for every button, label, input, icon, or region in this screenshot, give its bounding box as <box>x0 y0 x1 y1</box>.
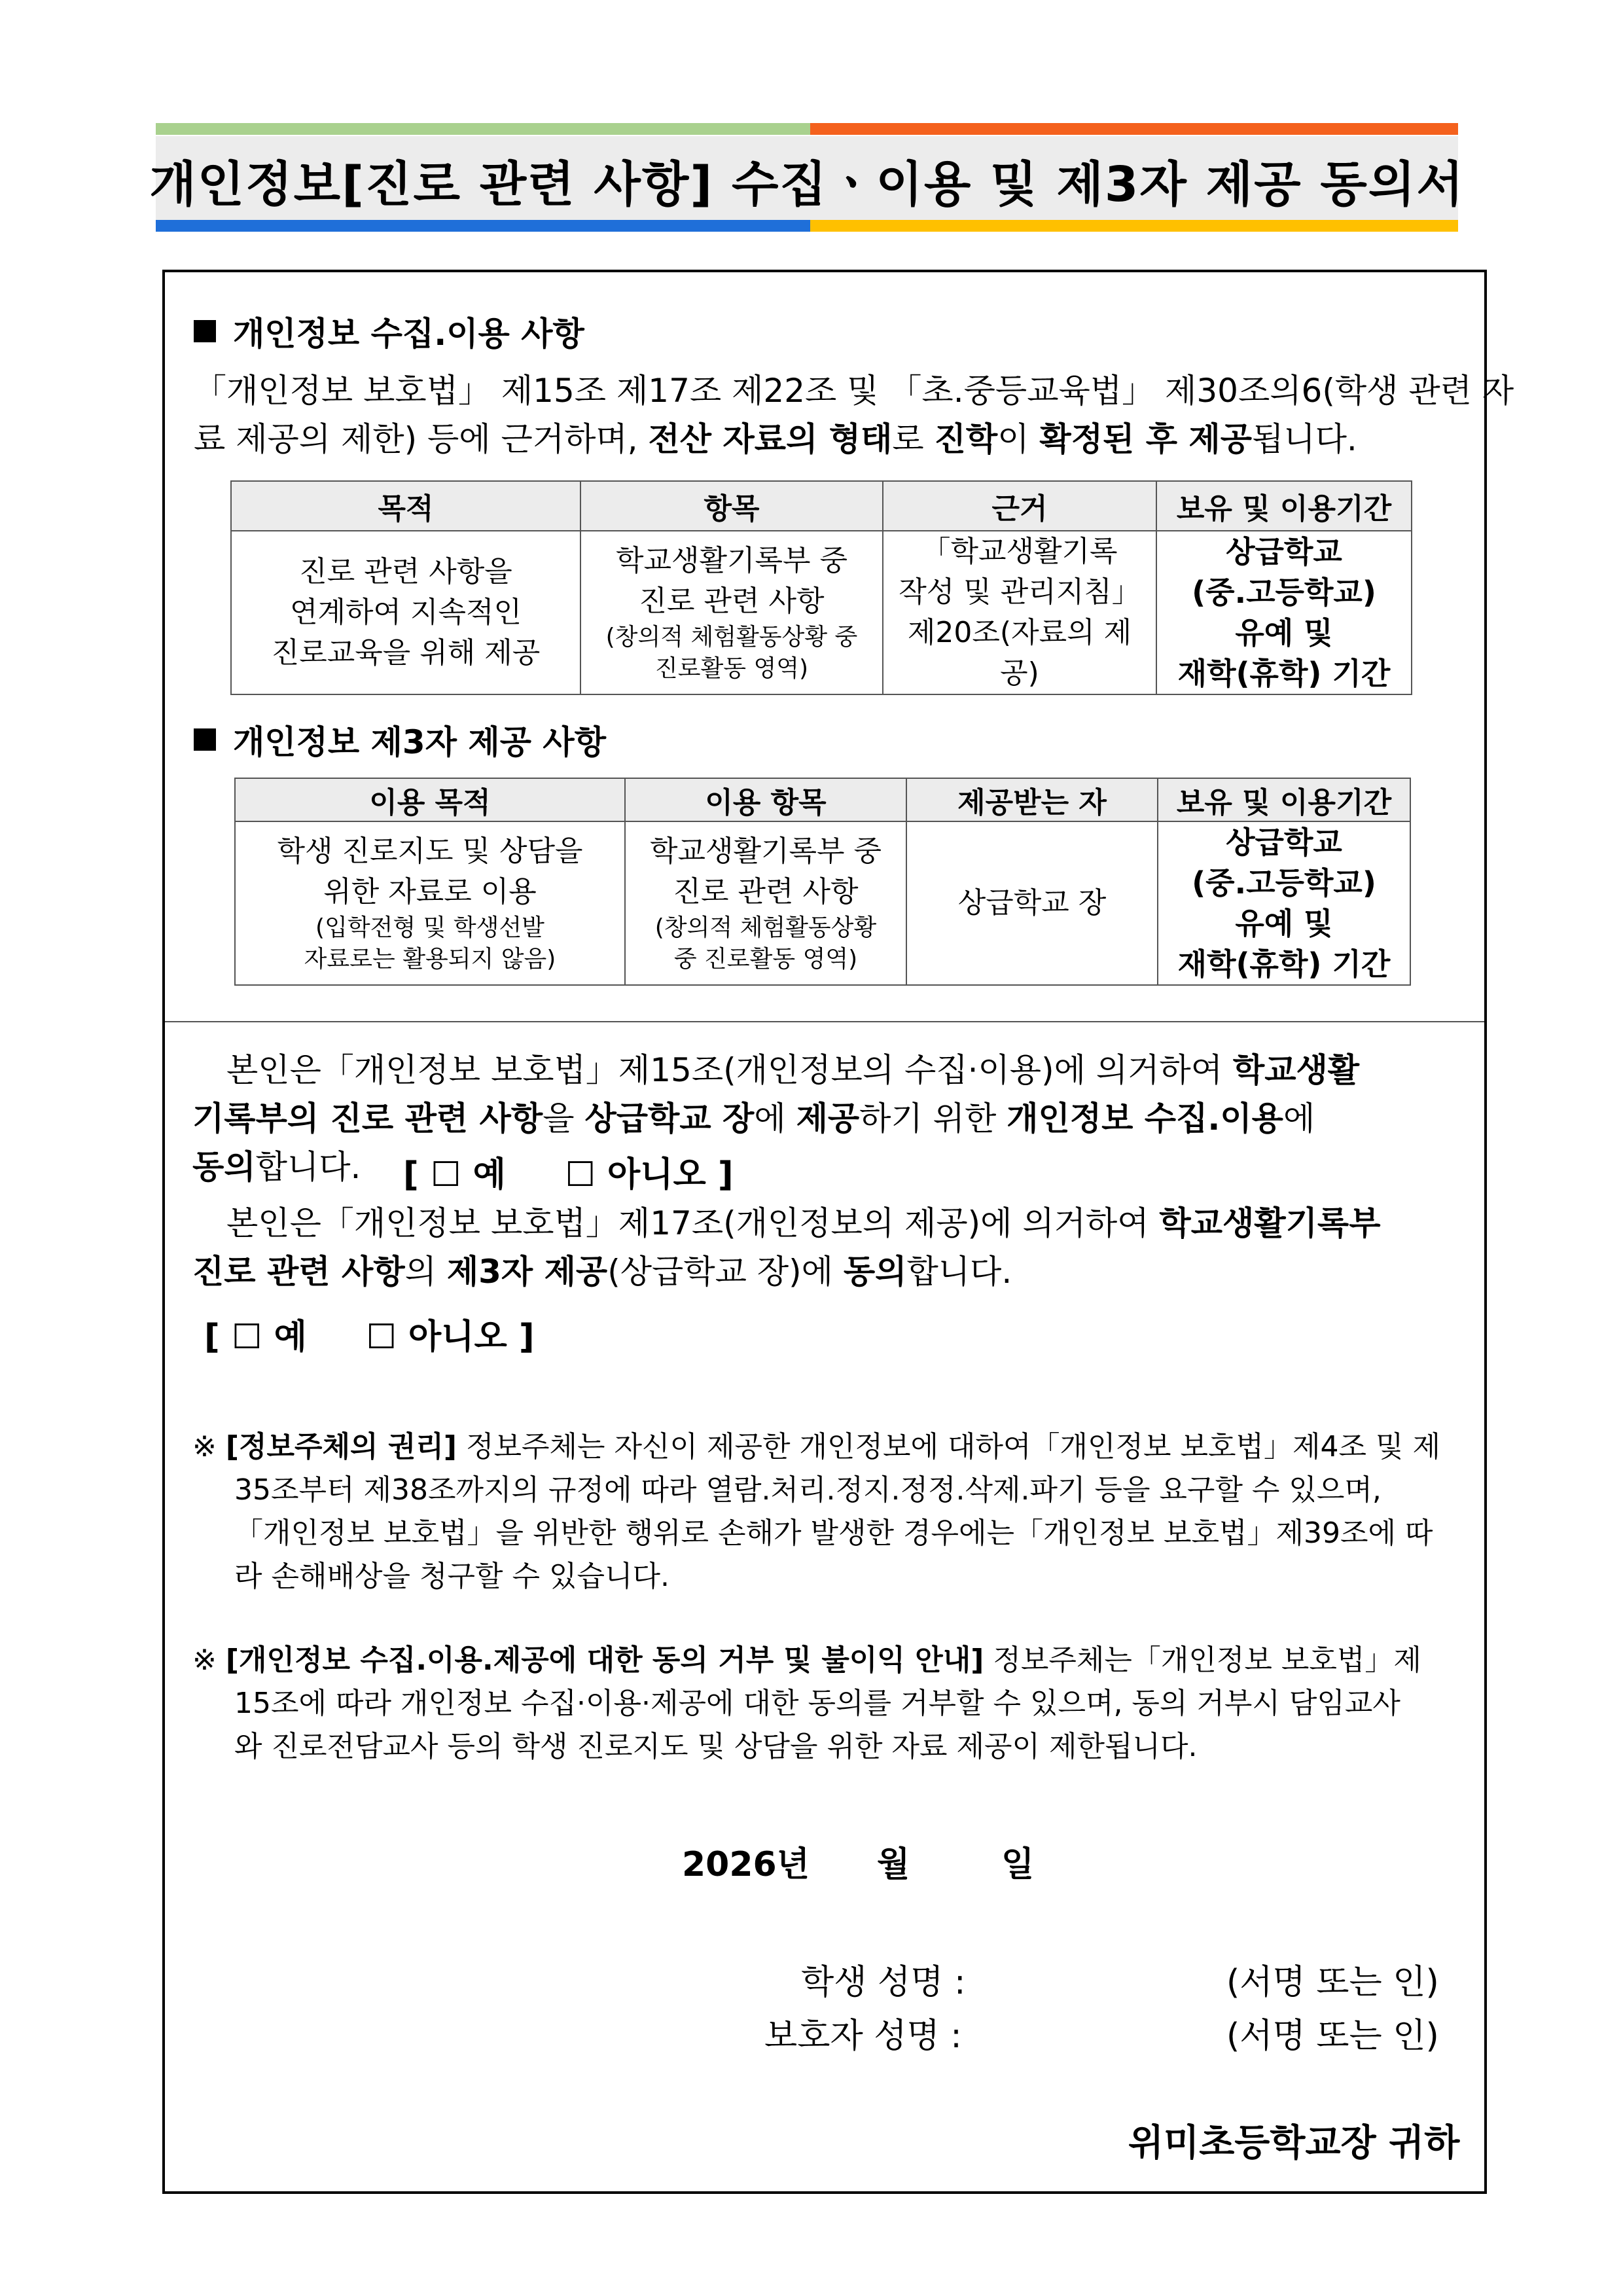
cell-line: 연계하여 지속적인 <box>289 596 522 629</box>
notice1-line4: 라 손해배상을 청구할 수 있습니다. <box>234 1560 669 1593</box>
period-cell <box>1158 821 1410 985</box>
reference-mark: ※ <box>192 1430 217 1463</box>
basis-cell <box>883 531 1156 694</box>
title-top-bar-orange <box>810 123 1458 135</box>
third-party-table <box>234 778 1411 986</box>
date-year: 2026년 <box>682 1845 810 1884</box>
reference-mark: ※ <box>192 1643 217 1677</box>
section1-heading <box>194 308 584 355</box>
consent-text: 본인은「개인정보 보호법」제15조(개인정보의 수집·이용)에 의거하여 <box>226 1051 1233 1089</box>
section1-heading-text: 개인정보 수집.이용 사항 <box>233 315 584 353</box>
table-header: 목적 <box>231 481 580 531</box>
table-header: 제공받는 자 <box>906 778 1158 821</box>
collection-use-table <box>230 480 1412 695</box>
item-cell <box>625 821 906 985</box>
consent-text: 의 <box>404 1253 447 1291</box>
consent-bold-text: 개인정보 수집.이용 <box>1007 1100 1283 1138</box>
section1-intro-line2 <box>194 415 1357 463</box>
notice2-line2: 15조에 따라 개인정보 수집·이용·제공에 대한 동의를 거부할 수 있으며, 동의 거부시 담임교사 <box>234 1687 1400 1720</box>
consent1-line1 <box>226 1046 1359 1094</box>
consent-text: 을 <box>543 1100 585 1138</box>
section2-heading <box>194 716 606 763</box>
purpose-cell <box>231 531 580 694</box>
recipient-cell: 상급학교 장 <box>906 821 1158 985</box>
notice-title: [개인정보 수집.이용.제공에 대한 동의 거부 및 불이익 안내] <box>225 1643 984 1677</box>
period-cell <box>1156 531 1412 694</box>
date-day[interactable]: 일 <box>1001 1845 1035 1884</box>
table-header: 항목 <box>580 481 883 531</box>
student-name-label: 학생 성명 : <box>801 1963 966 2002</box>
notice1-line1 <box>192 1426 1440 1469</box>
consent2-choice-checkboxes[interactable]: [ ☐ 예 ☐ 아니오 ] <box>204 1318 535 1357</box>
consent-bold-text: 학교생활 <box>1232 1051 1360 1089</box>
cell-line: 「학교생활기록 <box>921 535 1118 568</box>
intro-text: 됩니다. <box>1252 420 1357 458</box>
table-header: 보유 및 이용기간 <box>1156 481 1412 531</box>
cell-note: (입학전형 및 학생선발 <box>315 914 544 941</box>
date-month[interactable]: 월 <box>877 1845 910 1884</box>
title-top-bar-green <box>156 123 810 135</box>
notice2-line1 <box>192 1639 1421 1682</box>
cell-line: (중.고등학교) <box>1192 865 1376 901</box>
notice-text: 정보주체는「개인정보 보호법」제 <box>984 1643 1421 1677</box>
intro-text: 로 <box>892 420 935 458</box>
item-cell <box>580 531 883 694</box>
title-bottom-bar-yellow <box>810 220 1458 232</box>
consent1-line3 <box>192 1143 361 1191</box>
section1-intro-line1 <box>194 367 1514 415</box>
consent-text: 에 <box>754 1100 796 1138</box>
section2-heading-text: 개인정보 제3자 제공 사항 <box>233 723 607 761</box>
consent-text: 합니다. <box>906 1253 1012 1291</box>
cell-note: 중 진로활동 영역) <box>673 946 858 973</box>
guardian-sign-note[interactable]: (서명 또는 인) <box>1226 2017 1439 2056</box>
cell-line: (중.고등학교) <box>1192 575 1376 610</box>
intro-text: 이 <box>997 420 1040 458</box>
cell-line: 작성 및 관리지침」 <box>899 575 1141 609</box>
consent-bold-text: 제공 <box>796 1100 860 1138</box>
cell-line: 학생 진로지도 및 상담을 <box>277 834 583 868</box>
consent-text: (상급학교 장)에 <box>607 1253 844 1291</box>
cell-line: 제20조(자료의 제공) <box>907 616 1132 690</box>
intro-bold-text: 진학 <box>934 420 998 458</box>
table-header: 이용 항목 <box>625 778 906 821</box>
square-bullet-icon <box>194 320 216 342</box>
notice2-line3: 와 진로전담교사 등의 학생 진로지도 및 상담을 위한 자료 제공이 제한됩니다. <box>234 1730 1198 1763</box>
guardian-name-label: 보호자 성명 : <box>764 2017 962 2056</box>
consent-bold-text: 기록부의 진로 관련 사항 <box>192 1100 543 1138</box>
cell-note: 자료로는 활용되지 않음) <box>304 946 556 973</box>
consent1-choice-checkboxes[interactable]: [ ☐ 예 ☐ 아니오 ] <box>403 1155 734 1194</box>
student-sign-note[interactable]: (서명 또는 인) <box>1226 1963 1439 2002</box>
title-bottom-bar-blue <box>156 220 810 232</box>
intro-text: 「개인정보 보호법」 제15조 제17조 제22조 및 「초.중등교육법」 제30조의6(학생 관련 자 <box>194 372 1514 410</box>
consent-bold-text: 진로 관련 사항 <box>192 1253 405 1291</box>
notice2 <box>192 1639 1421 1768</box>
consent-bold-text: 학교생활기록부 <box>1159 1204 1381 1242</box>
table-header: 이용 목적 <box>235 778 625 821</box>
cell-note: (창의적 체험활동상황 <box>654 914 877 941</box>
cell-line: 학교생활기록부 중 <box>649 834 882 868</box>
cell-line: 재학(휴학) 기간 <box>1177 656 1391 691</box>
addressee-closing: 위미초등학교장 귀하 <box>1128 2122 1460 2164</box>
notice1 <box>192 1426 1440 1598</box>
consent1-line2 <box>192 1094 1315 1143</box>
cell-line: 진로 관련 사항 <box>673 875 859 908</box>
cell-line: 재학(휴학) 기간 <box>1177 946 1391 982</box>
notice1-line3: 「개인정보 보호법」을 위반한 행위로 손해가 발생한 경우에는「개인정보 보호법」제39조에 따 <box>234 1516 1433 1550</box>
table-header: 근거 <box>883 481 1156 531</box>
consent-bold-text: 동의 <box>843 1253 907 1291</box>
cell-line: 유예 및 <box>1235 906 1333 941</box>
notice-text: 정보주체는 자신이 제공한 개인정보에 대하여「개인정보 보호법」제4조 및 제 <box>456 1430 1440 1463</box>
cell-line: 학교생활기록부 중 <box>615 544 848 577</box>
consent-text: 본인은「개인정보 보호법」제17조(개인정보의 제공)에 의거하여 <box>226 1204 1160 1242</box>
notice-title: [정보주체의 권리] <box>225 1430 457 1463</box>
intro-text: 료 제공의 제한) 등에 근거하며, <box>194 420 649 458</box>
consent2-line2 <box>192 1247 1012 1296</box>
table-header: 보유 및 이용기간 <box>1158 778 1410 821</box>
cell-line: 진로교육을 위해 제공 <box>271 636 541 670</box>
document-title: 개인정보[진로 관련 사항] 수집ㆍ이용 및 제3자 제공 동의서 <box>149 156 1465 213</box>
cell-line: 상급학교 <box>1226 534 1342 569</box>
consent2-line1 <box>226 1199 1381 1247</box>
section-divider <box>165 1021 1484 1022</box>
square-bullet-icon <box>194 728 216 751</box>
cell-line: 상급학교 <box>1226 825 1342 860</box>
cell-line: 진로 관련 사항 <box>639 584 825 618</box>
cell-line: 진로 관련 사항을 <box>299 555 512 588</box>
consent-bold-text: 상급학교 장 <box>584 1100 755 1138</box>
purpose-cell <box>235 821 625 985</box>
consent-bold-text: 제3자 제공 <box>446 1253 608 1291</box>
consent-text: 에 <box>1283 1100 1315 1138</box>
notice1-line2: 35조부터 제38조까지의 규정에 따라 열람.처리.정지.정정.삭제.파기 등을 요구할 수 있으며, <box>234 1473 1382 1507</box>
consent-text: 합니다. <box>255 1148 361 1186</box>
cell-note: (창의적 체험활동상황 중 <box>605 624 858 651</box>
intro-bold-text: 전산 자료의 형태 <box>648 420 893 458</box>
cell-line: 유예 및 <box>1235 615 1333 651</box>
cell-line: 위한 자료로 이용 <box>323 875 537 908</box>
consent-text: 하기 위한 <box>859 1100 1007 1138</box>
cell-note: 진로활동 영역) <box>654 655 809 682</box>
consent-bold-text: 동의 <box>192 1148 256 1186</box>
intro-bold-text: 확정된 후 제공 <box>1039 420 1253 458</box>
